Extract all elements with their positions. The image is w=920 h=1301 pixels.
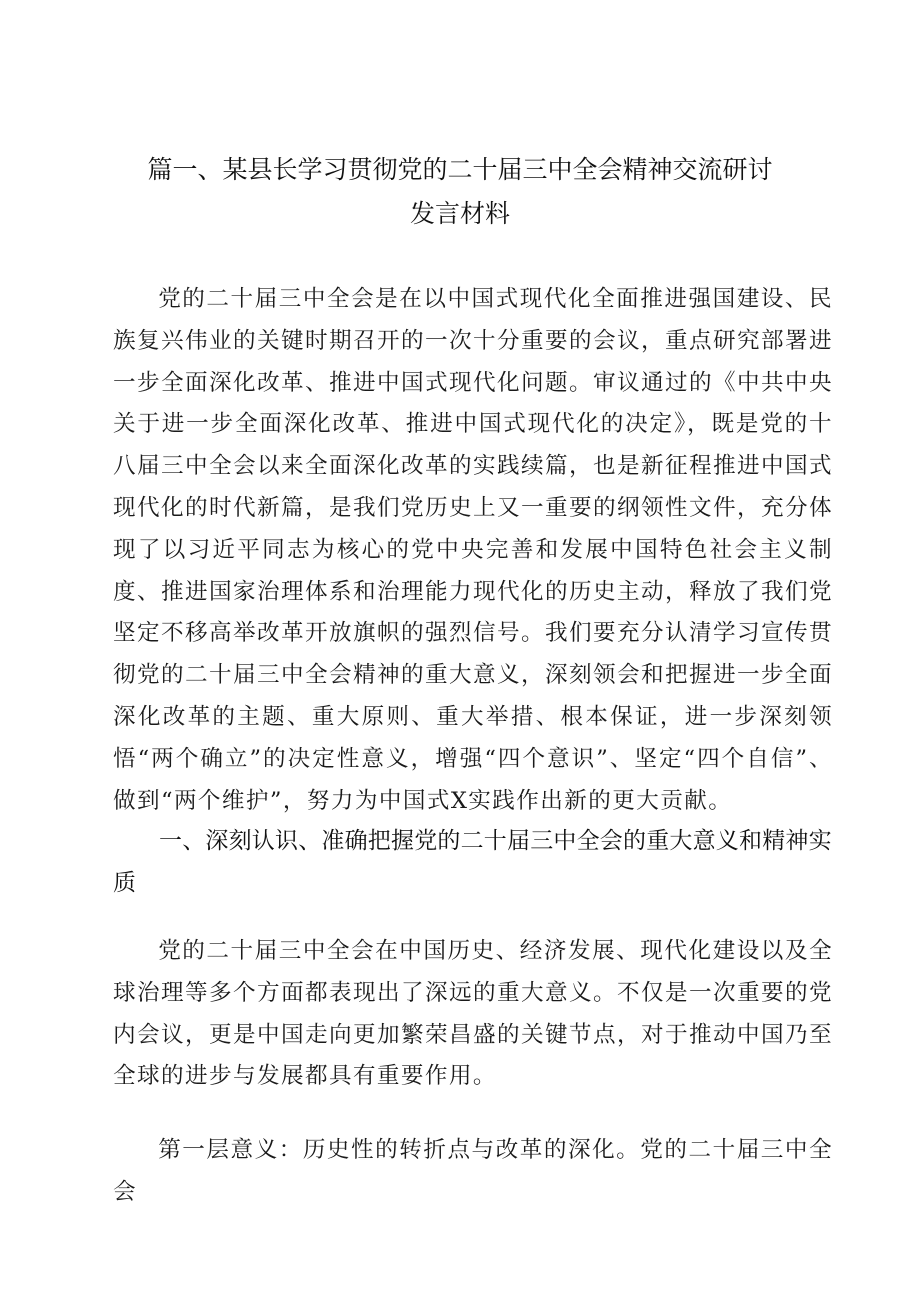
intro-paragraph: 党的二十届三中全会是在以中国式现代化全面推进强国建设、民族复兴伟业的关键时期召开的一次十分重要的会议，重点研究部署进一步全面深化改革、推进中国式现代化问题。审议通过的《中共中央关于进一步全面深化改革、推进中国式现代化的决定》，既是党的十八届三中全会以来全面深化改革的实践续篇，也是新征程推进中国式现代化的时代新篇，是我们党历史上又一重要的纲领性文件，充分体现了以习近平同志为核心的党中央完善和发展中国特色社会主义制度、推进国家治理体系和治理能力现代化的历史主动，释放了我们党坚定不移高举改革开放旗帜的强烈信号。我们要充分认清学习宣传贯彻党的二十届三中全会精神的重大意义，深刻领会和把握进一步全面深化改革的主题、重大原则、重大举措、根本保证，进一步深刻领悟“两个确立”的决定性意义，增强“四个意识”、坚定“四个自信”、做到“两个维护”，努力为中国式X实践作出新的更大贡献。 (113, 286, 833, 814)
section-heading-1: 一、深刻认识、准确把握党的二十届三中全会的重大意义和精神实质 (113, 828, 832, 896)
document-title-line-1: 篇一、某县长学习贯彻党的二十届三中全会精神交流研讨 (147, 155, 773, 184)
section-1-paragraph-2: 第一层意义：历史性的转折点与改革的深化。党的二十届三中全会 (113, 1137, 833, 1205)
section-1-paragraph-1: 党的二十届三中全会在中国历史、经济发展、现代化建设以及全球治理等多个方面都表现出了深远的重大意义。不仅是一次重要的党内会议，更是中国走向更加繁荣昌盛的关键节点，对于推动中国乃至全球的进步与发展都具有重要作用。 (113, 938, 833, 1090)
document-title-line-2: 发言材料 (409, 199, 510, 228)
